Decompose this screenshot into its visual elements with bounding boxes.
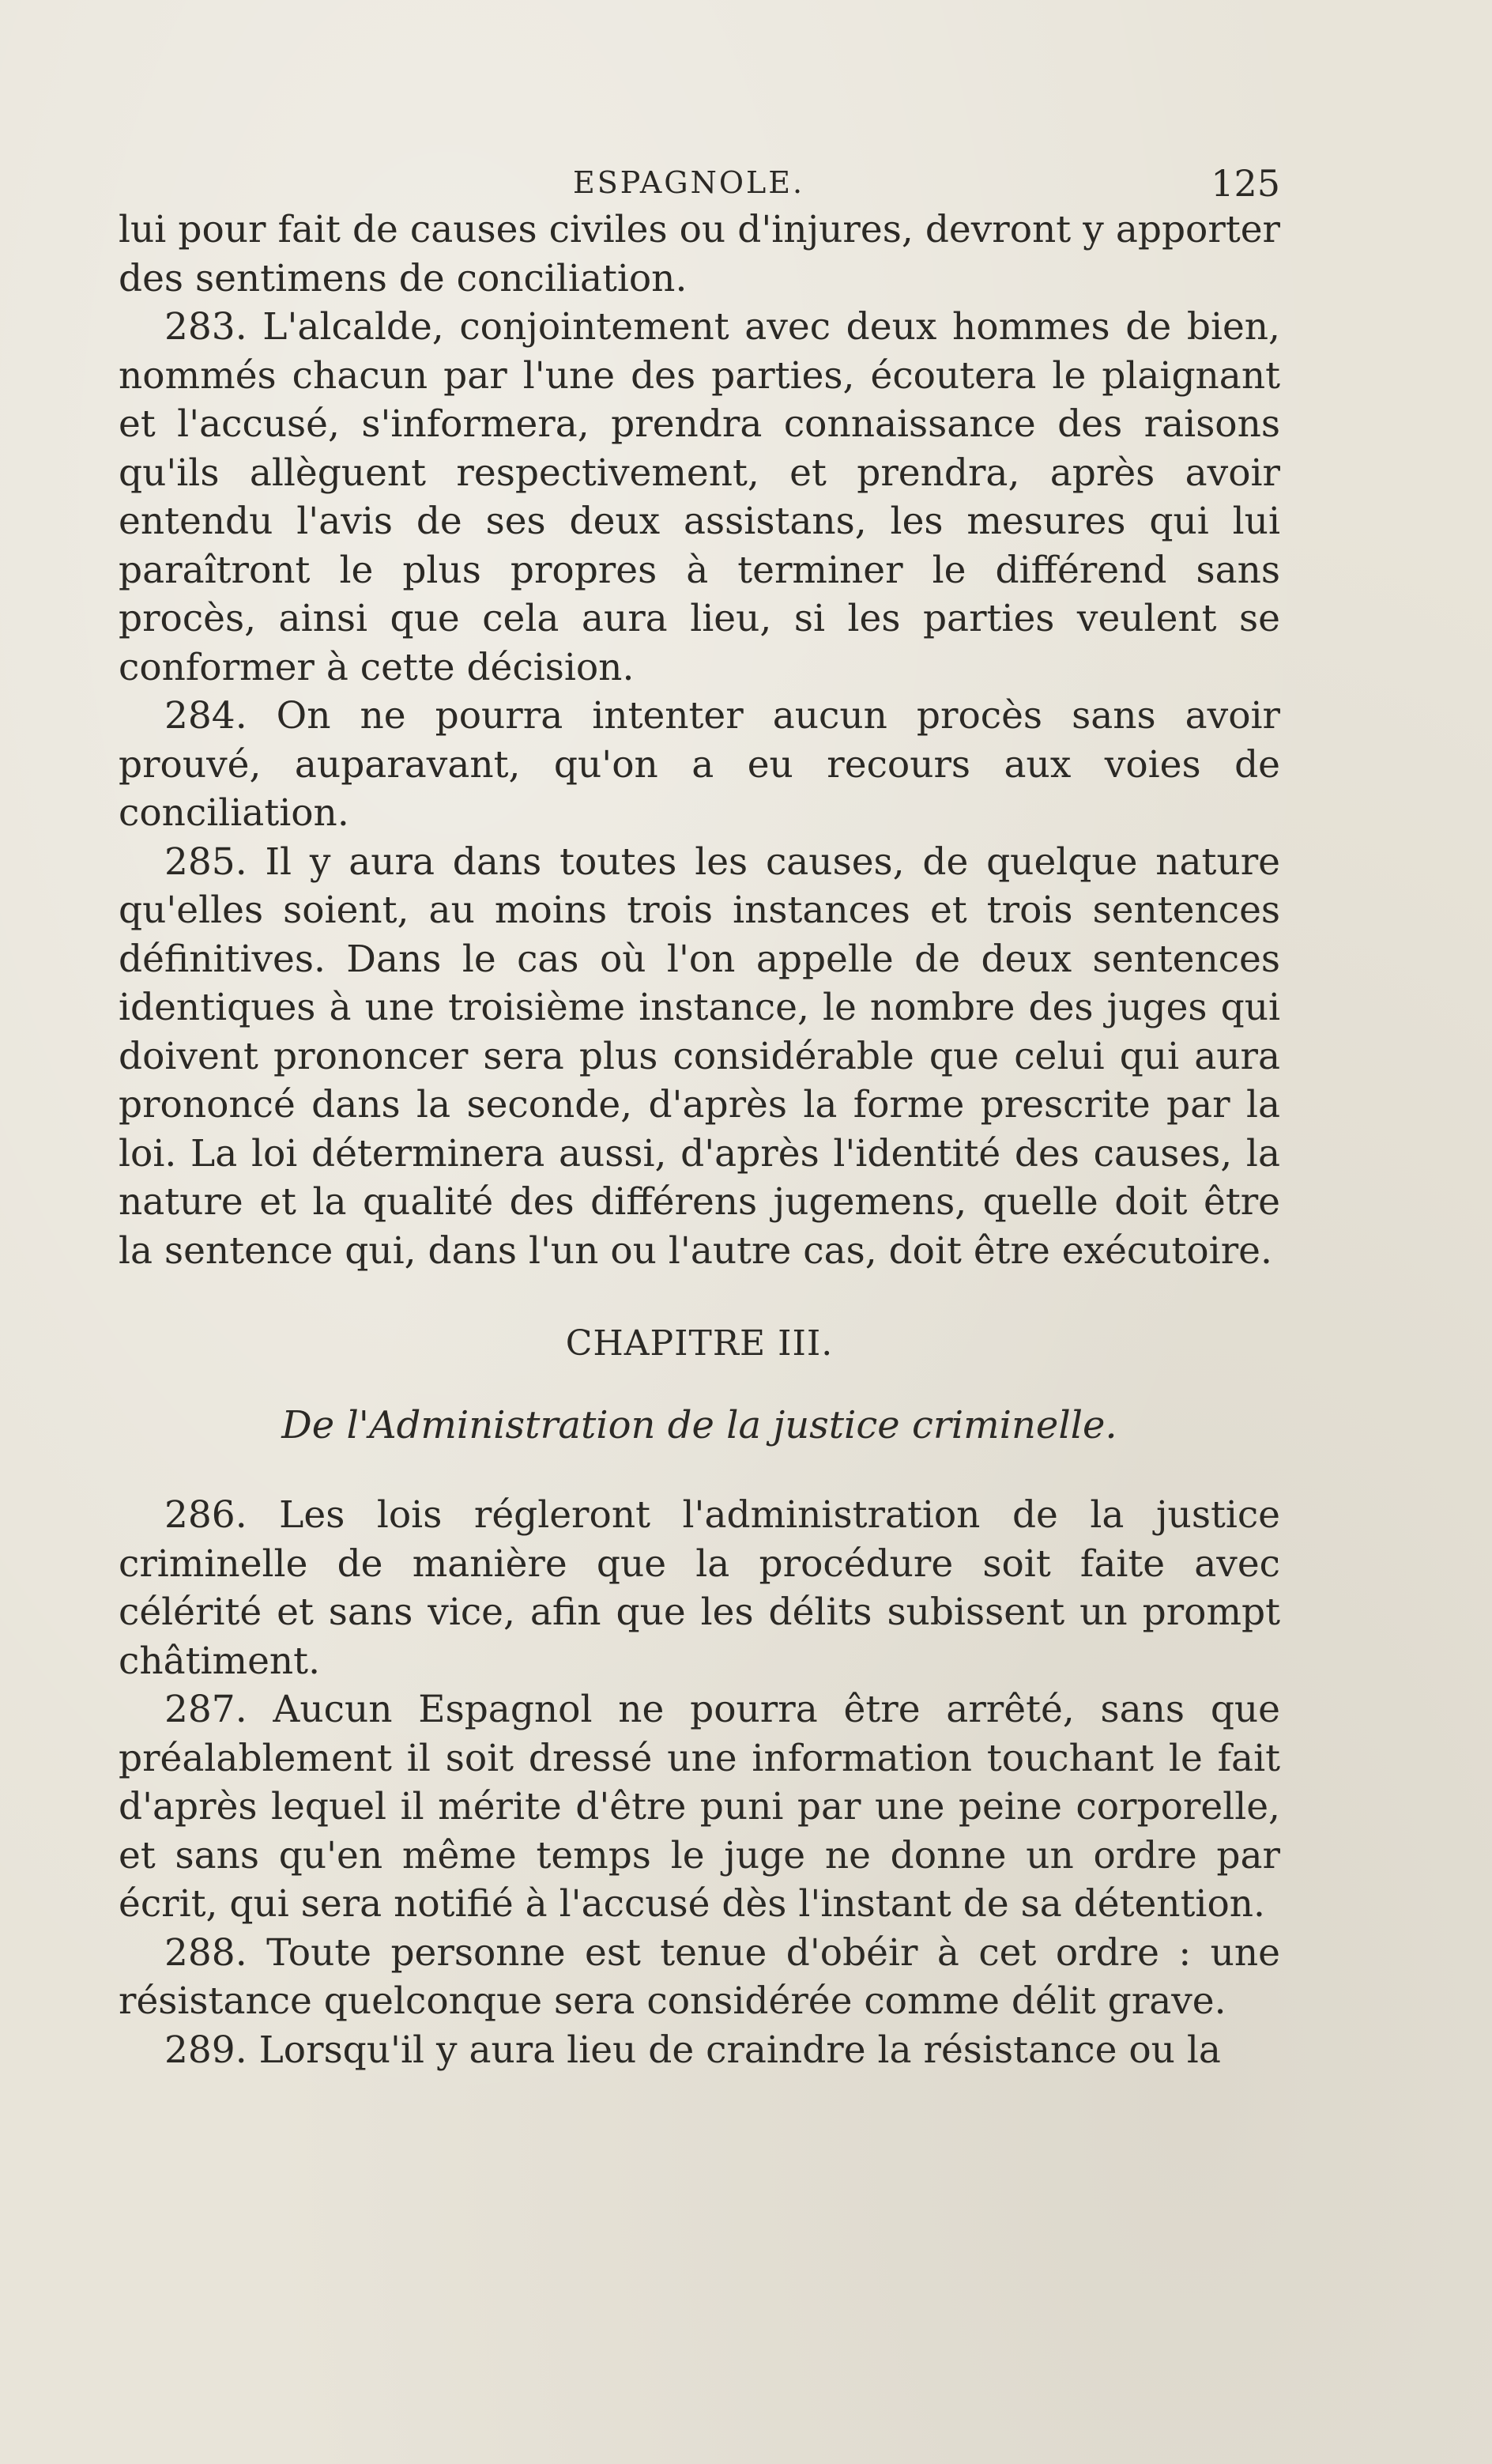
article-285: 285. Il y aura dans toutes les causes, de quelque nature qu'elles soient, au moins trois instances et trois sentences définitives. Dans le cas où l'on appelle de deux sentences identiques à une troisième instance, le nombre des juges qui doivent prononcer sera plus considérable que celui qui aura prononcé dans la seconde, d'après la forme prescrite par la loi. La loi déterminera aussi, d'après l'identité des causes, la nature et la qualité des différens jugemens, quelle doit être la sentence qui, dans l'un ou l'autre cas, doit être exécutoire. <box>119 840 1280 1273</box>
article-287: 287. Aucun Espagnol ne pourra être arrêté, sans que préalablement il soit dressé une information touchant le fait d'après lequel il mérite d'être puni par une peine corporelle, et sans qu'en même temps le juge ne donne un ordre par écrit, qui sera notifié à l'accusé dès l'instant de sa détention. <box>119 1688 1280 1926</box>
chapter-title: De l'Administration de la justice criminelle. <box>281 1402 1117 1447</box>
running-title: ESPAGNOLE. <box>573 165 805 200</box>
page-number: 125 <box>1211 162 1280 205</box>
running-header <box>119 162 1280 209</box>
paragraph-continuation: lui pour fait de causes civiles ou d'injures, devront y apporter des sentimens de conciliation. <box>119 208 1280 300</box>
article-286: 286. Les lois régleront l'administration de la justice criminelle de manière que la procédure soit faite avec célérité et sans vice, afin que les délits subissent un prompt châtiment. <box>119 1493 1280 1683</box>
article-284: 284. On ne pourra intenter aucun procès sans avoir prouvé, auparavant, qu'on a eu recours aux voies de conciliation. <box>119 694 1280 835</box>
article-288: 288. Toute personne est tenue d'obéir à cet ordre : une résistance quelconque sera considérée comme délit grave. <box>119 1930 1280 2023</box>
article-283: 283. L'alcalde, conjointement avec deux hommes de bien, nommés chacun par l'une des parties, écoutera le plaignant et l'accusé, s'informera, prendra connaissance des raisons qu'ils allèguent respectivement, et prendra, après avoir entendu l'avis de ses deux assistans, les mesures qui lui paraîtront le plus propres à terminer le différend sans procès, ainsi que cela aura lieu, si les parties veulent se conformer à cette décision. <box>119 305 1280 689</box>
chapter-heading: CHAPITRE III. <box>565 1323 834 1364</box>
article-289: 289. Lorsqu'il y aura lieu de craindre la résistance ou la <box>164 2028 1221 2072</box>
page-body <box>119 206 1280 2074</box>
